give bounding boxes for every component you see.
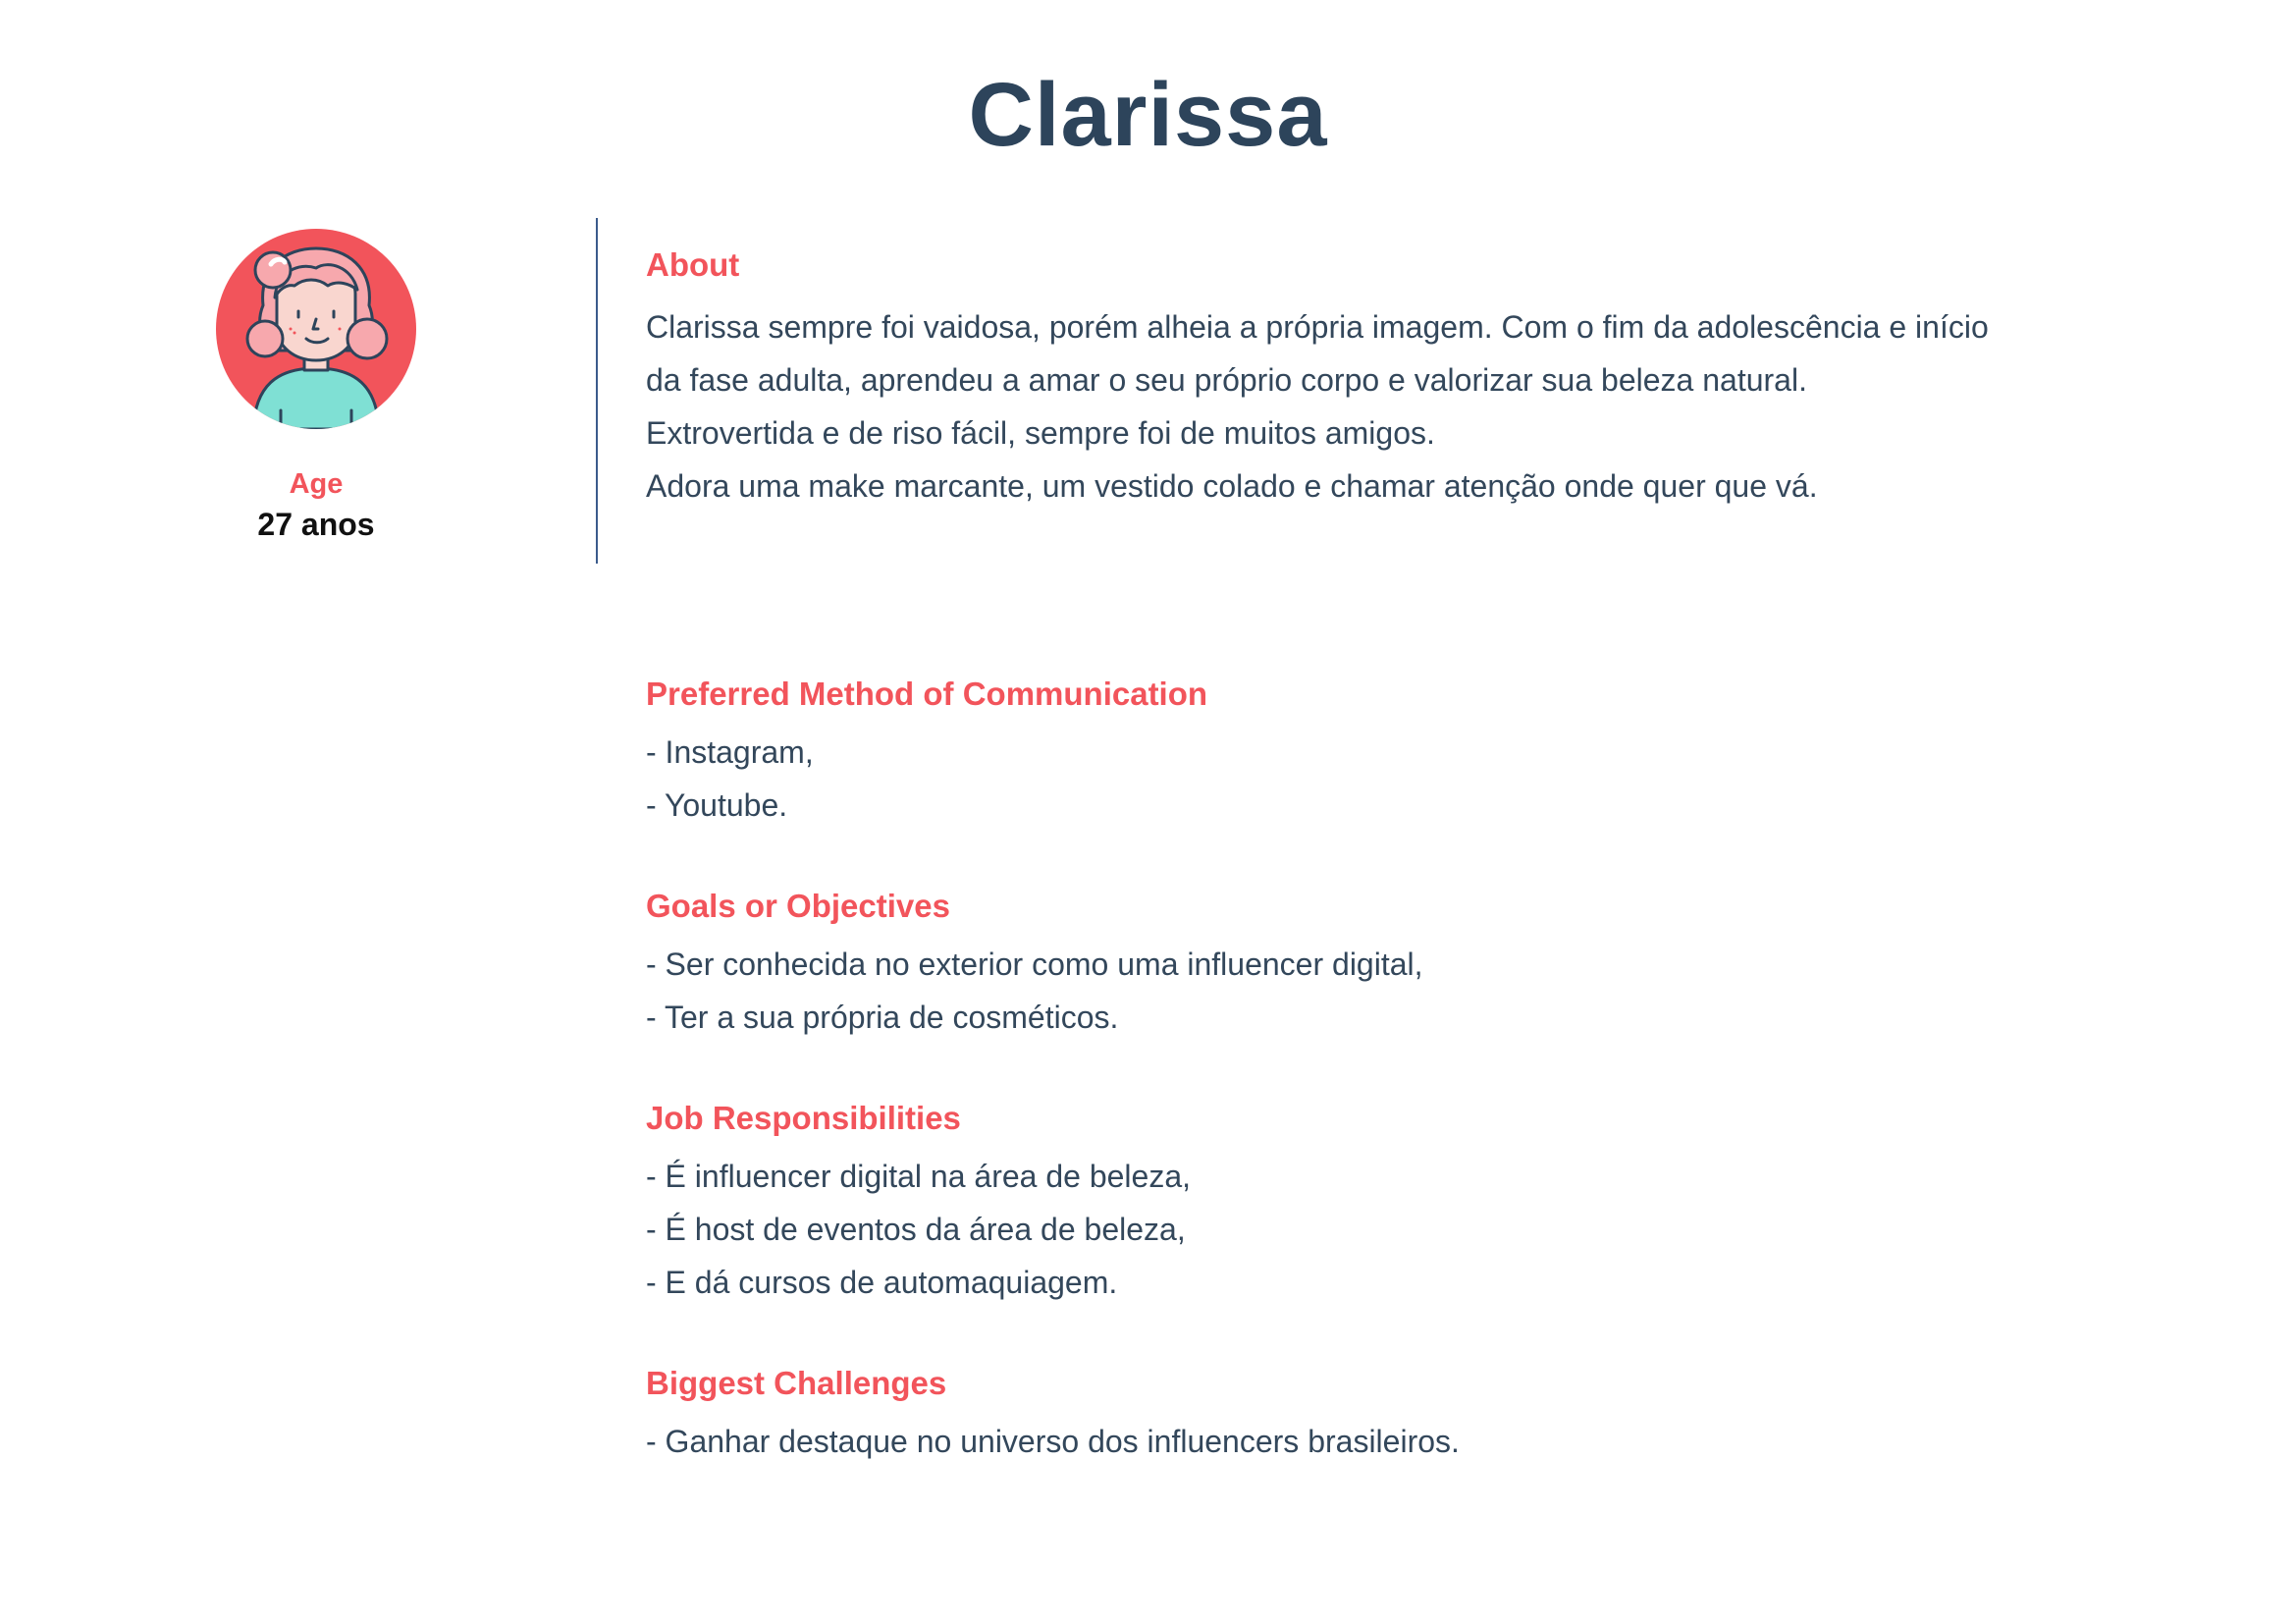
goals-list <box>646 938 2177 1044</box>
age-label: Age <box>289 468 344 500</box>
list-item: - Youtube. <box>646 786 788 823</box>
about-section <box>646 245 2177 513</box>
goals-section <box>646 887 2177 1044</box>
list-item: - E dá cursos de automaquiagem. <box>646 1264 1118 1300</box>
woman-avatar-icon <box>216 229 416 429</box>
goals-heading: Goals or Objectives <box>646 888 950 924</box>
about-line: Extrovertida e de riso fácil, sempre foi de muitos amigos. <box>646 414 1435 451</box>
challenges-section <box>646 1364 2177 1468</box>
challenges-heading: Biggest Challenges <box>646 1365 947 1401</box>
list-item: - É influencer digital na área de beleza, <box>646 1158 1192 1194</box>
about-heading: About <box>646 246 740 283</box>
challenges-list <box>646 1415 2177 1468</box>
about-text <box>646 300 2177 513</box>
persona-name: Clarissa <box>968 65 1328 165</box>
job-section <box>646 1099 2177 1309</box>
about-line: Adora uma make marcante, um vestido colado e chamar atenção onde quer que vá. <box>646 467 1818 504</box>
vertical-divider <box>596 218 598 564</box>
list-item: - Ser conhecida no exterior como uma influencer digital, <box>646 946 1423 982</box>
age-value: 27 anos <box>257 507 375 542</box>
list-item: - É host de eventos da área de beleza, <box>646 1211 1186 1247</box>
list-item: - Instagram, <box>646 733 814 770</box>
about-line: Clarissa sempre foi vaidosa, porém alheia a própria imagem. Com o fim da adolescência e início <box>646 308 1989 345</box>
communication-heading: Preferred Method of Communication <box>646 676 1208 712</box>
communication-list <box>646 726 2177 832</box>
job-heading: Job Responsibilities <box>646 1100 961 1136</box>
about-line: da fase adulta, aprendeu a amar o seu próprio corpo e valorizar sua beleza natural. <box>646 361 1807 398</box>
communication-section <box>646 675 2177 832</box>
list-item: - Ganhar destaque no universo dos influencers brasileiros. <box>646 1423 1460 1459</box>
list-item: - Ter a sua própria de cosméticos. <box>646 999 1119 1035</box>
job-list <box>646 1150 2177 1309</box>
